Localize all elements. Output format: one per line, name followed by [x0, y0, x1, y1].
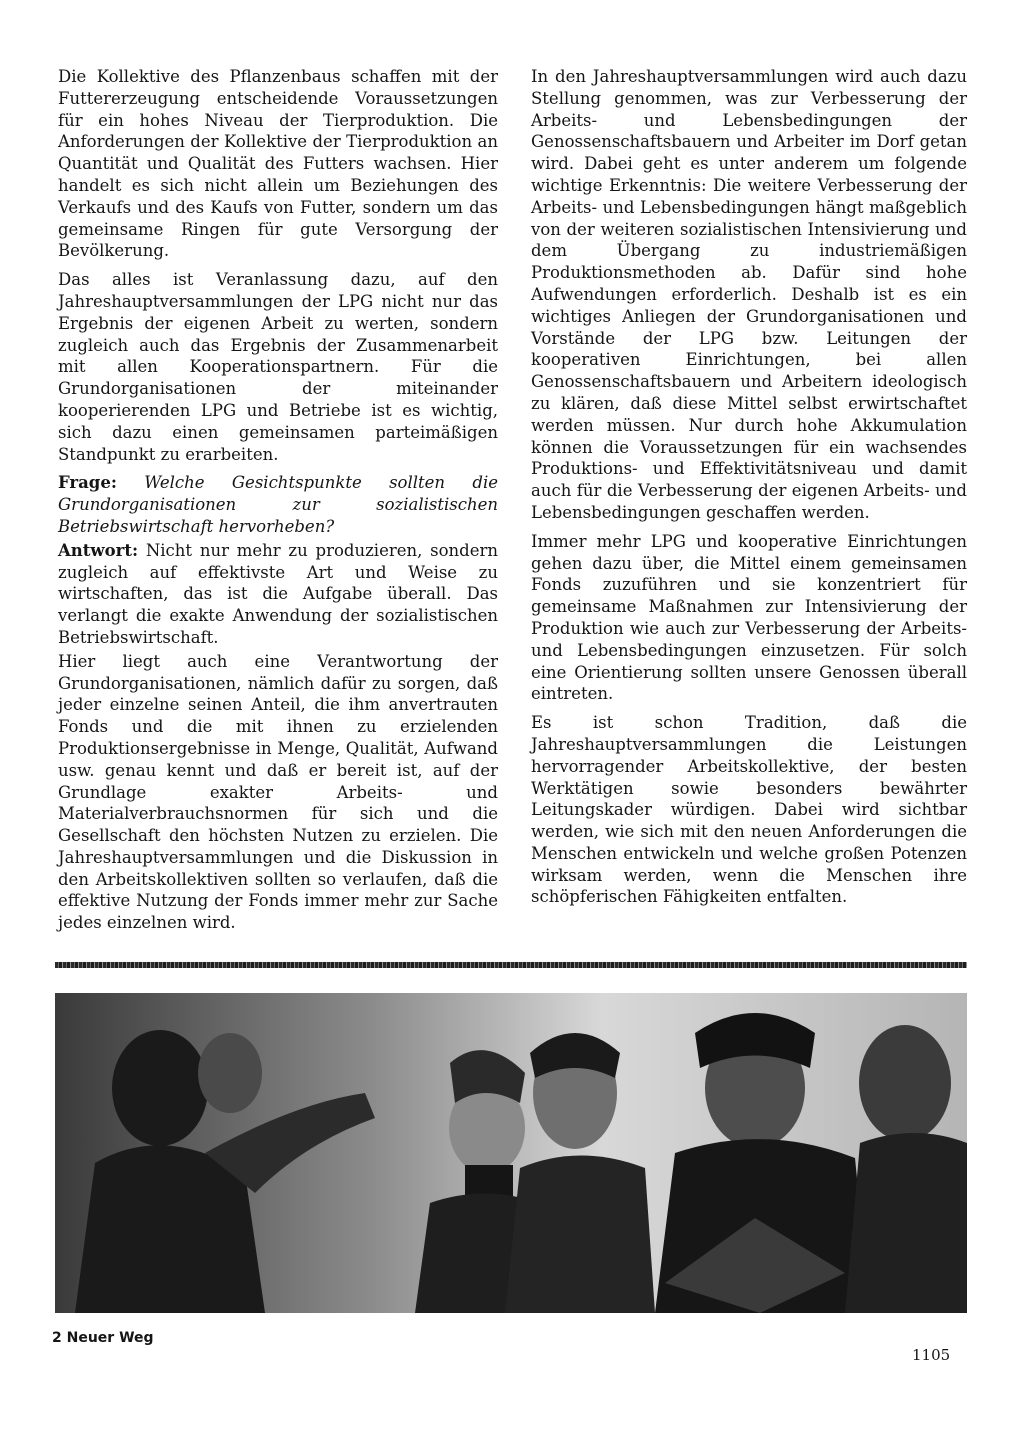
- group-photo: [55, 993, 967, 1313]
- paragraph: Die Kollektive des Pflanzenbaus schaffen mit der Futtererzeugung entscheidende Voraussetzungen für ein hohes Niveau der Tierproduktion. Die Anforderungen der Kollektive der Tierproduktion an Quantität und Qualität des Futters wachsen. Hier handelt es sich nicht allein um Beziehungen des Verkaufs und des Kaufs von Futter, sondern um das gemeinsame Ringen für gute Versorgung der Bevölkerung.: [58, 67, 498, 261]
- page-number: 1105: [912, 1346, 951, 1364]
- question-text: Welche Gesichtspunkte sollten die Grundorganisationen zur sozialistischen Betriebswirtschaft hervorheben?: [58, 473, 498, 536]
- answer: [58, 540, 498, 649]
- decorative-divider: [55, 962, 967, 968]
- photo-illustration: [55, 993, 967, 1313]
- paragraph: Hier liegt auch eine Verantwortung der Grundorganisationen, nämlich dafür zu sorgen, daß jeder einzelne seinen Anteil, die ihm anvertrauten Fonds und die mit ihnen zu erzielenden Produktionsergebnisse in Menge, Qualität, Aufwand usw. genau kennt und daß er bereit ist, auf der Grundlage exakter Arbeits- und Materialverbrauchsnormen für sich und die Gesellschaft den höchsten Nutzen zu erzielen. Die Jahreshauptversammlungen und die Diskussion in den Arbeitskollektiven sollten so verlaufen, daß die effektive Nutzung der Fonds immer mehr zur Sache jedes einzelnen wird.: [58, 651, 498, 933]
- paragraph: In den Jahreshauptversammlungen wird auch dazu Stellung genommen, was zur Verbesserung der Arbeits- und Lebensbedingungen der Genossenschaftsbauern und Arbeiter im Dorf getan wird. Dabei geht es unter anderem um folgende wichtige Erkenntnis: Die weitere Verbesserung der Arbeits- und Lebensbedingungen hängt maßgeblich von der weiteren sozialistischen Intensivierung und dem Übergang zu industriemäßigen Produktionsmethoden ab. Dafür sind hohe Aufwendungen erforderlich. Deshalb ist es ein wichtiges Anliegen der Grundorganisationen und Vorstände der LPG bzw. Leitungen der kooperativen Einrichtungen, bei allen Genossenschaftsbauern und Arbeitern ideologisch zu klären, daß diese Mittel selbst erwirtschaftet werden müssen. Nur durch hohe Akkumulation können die Voraussetzungen für ein wachsendes Produktions- und Effektivitätsniveau und damit auch für die Verbesserung der eigenen Arbeits- und Lebensbedingungen geschaffen werden.: [531, 67, 967, 522]
- question-label: Frage:: [58, 473, 117, 493]
- answer-text: Nicht nur mehr zu produzieren, sondern zugleich auf effektivste Art und Weise zu wirtschaften, das ist die Aufgabe überall. Das verlangt die exakte Anwendung der sozialistischen Betriebswirtschaft.: [58, 540, 498, 647]
- left-text-column: [58, 66, 498, 941]
- paragraph: Das alles ist Veranlassung dazu, auf den Jahreshauptversammlungen der LPG nicht nur das Ergebnis der eigenen Arbeit zu werten, sondern zugleich auch das Ergebnis der Zusammenarbeit mit allen Kooperationspartnern. Für die Grundorganisationen der miteinander kooperierenden LPG und Betriebe ist es wichtig, sich dazu einen gemeinsamen parteimäßigen Standpunkt zu erarbeiten.: [58, 270, 498, 464]
- paragraph: Immer mehr LPG und kooperative Einrichtungen gehen dazu über, die Mittel einem gemeinsamen Fonds zuzuführen und sie konzentriert für gemeinsame Maßnahmen zur Intensivierung der Produktion wie auch zur Verbesserung der Arbeits- und Lebensbedingungen einzusetzen. Für solch eine Orientierung sollten unsere Genossen überall eintreten.: [531, 531, 967, 704]
- question: [58, 472, 498, 537]
- answer-label: Antwort:: [58, 540, 139, 560]
- footer-publication: 2 Neuer Weg: [52, 1330, 154, 1346]
- paragraph: Es ist schon Tradition, daß die Jahreshauptversammlungen die Leistungen hervorragender Arbeitskollektive, der besten Werktätigen sowie besonders bewährter Leitungskader würdigen. Dabei wird sichtbar werden, wie sich mit den neuen Anforderungen die Menschen entwickeln und welche großen Potenzen wirksam werden, wenn die Menschen ihre schöpferischen Fähigkeiten entfalten.: [531, 713, 967, 907]
- right-text-column: [531, 66, 967, 915]
